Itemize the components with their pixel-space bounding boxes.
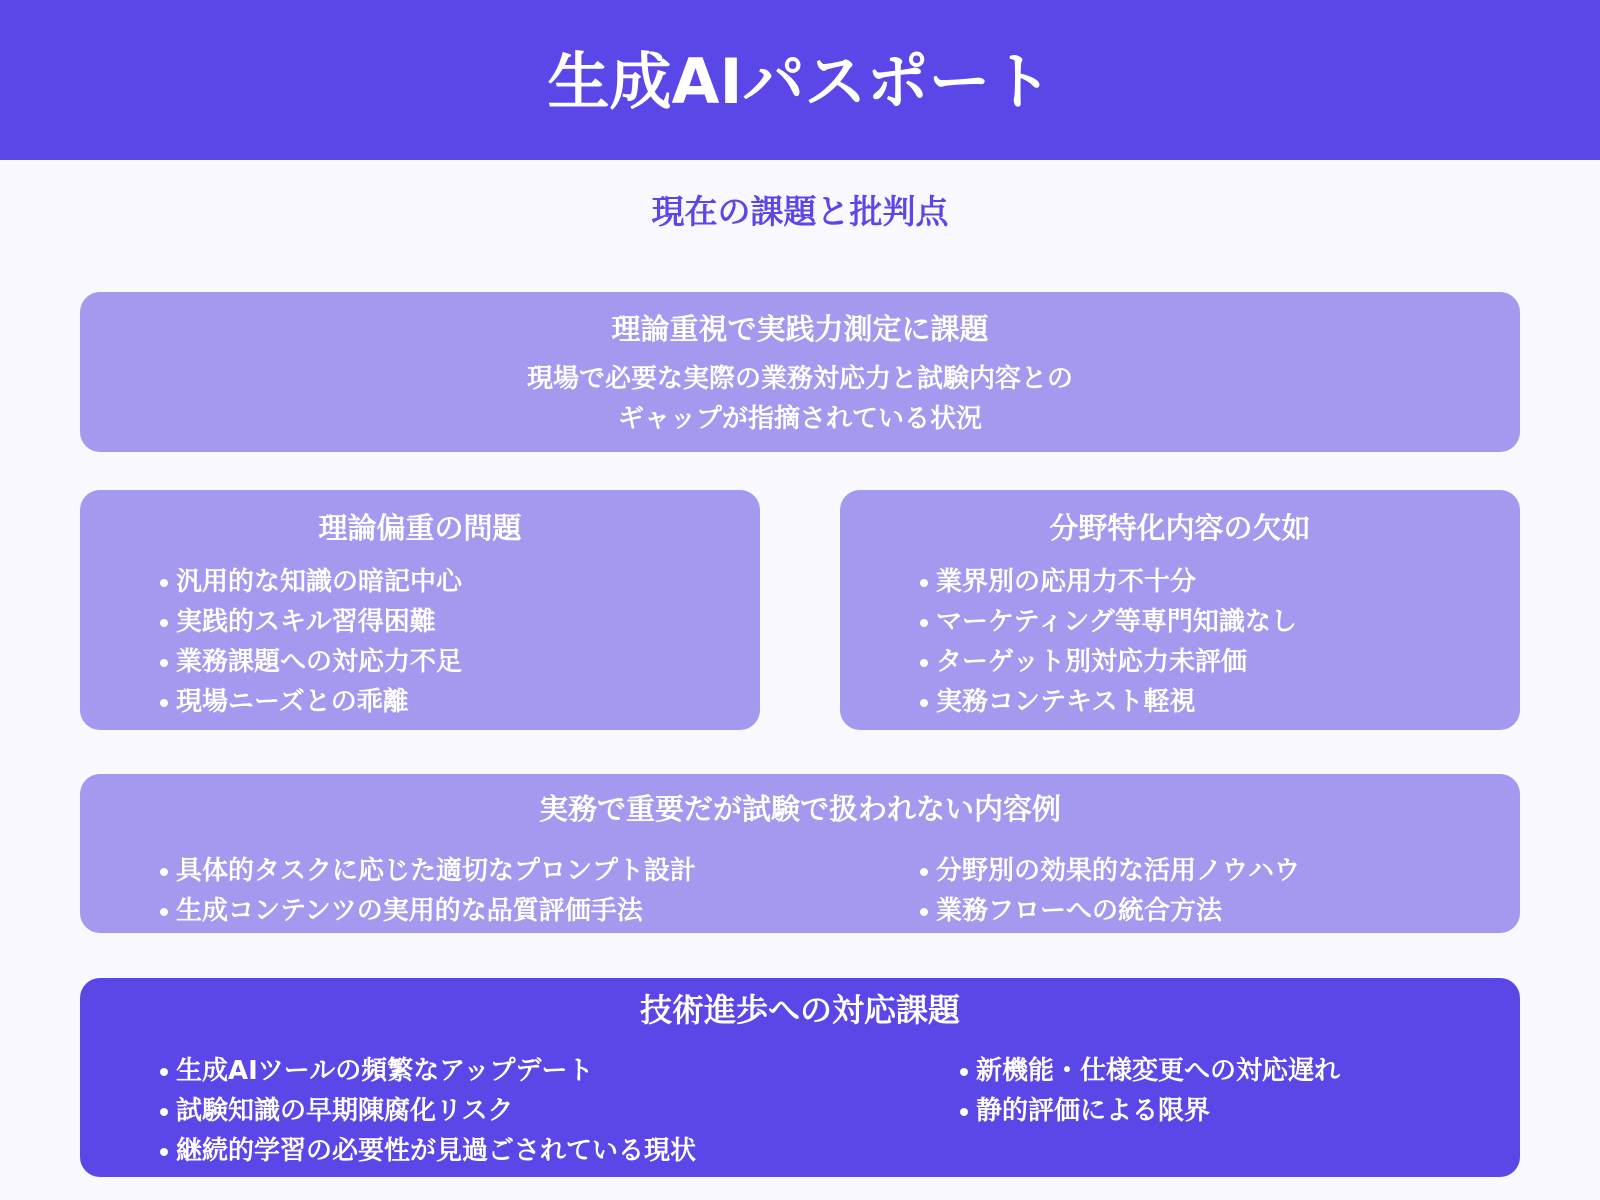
list-item: 現場ニーズとの乖離 [158, 682, 462, 722]
list-item: 継続的学習の必要性が見過ごされている現状 [158, 1131, 696, 1171]
page-title: 生成AIパスポート [547, 44, 1053, 118]
list-item: 業務課題への対応力不足 [158, 642, 462, 682]
list-item: 業務フローへの統合方法 [918, 891, 1300, 931]
practical-content-card [80, 774, 1520, 933]
list-item: 生成コンテンツの実用的な品質評価手法 [158, 891, 696, 931]
tech-progress-left-list [158, 1051, 696, 1171]
tech-progress-card-title: 技術進歩への対応課題 [639, 991, 960, 1029]
tech-progress-right-list [958, 1051, 1340, 1131]
section-subtitle: 現在の課題と批判点 [651, 192, 949, 231]
list-item: 試験知識の早期陳腐化リスク [158, 1091, 696, 1131]
list-item: 具体的タスクに応じた適切なプロンプト設計 [158, 851, 696, 891]
list-item: マーケティング等専門知識なし [918, 602, 1297, 642]
practical-card-title: 実務で重要だが試験で扱われない内容例 [538, 792, 1061, 826]
list-item: 業界別の応用力不十分 [918, 562, 1297, 602]
overview-card-title: 理論重視で実践力測定に課題 [611, 312, 989, 346]
header-banner [0, 0, 1600, 160]
list-item: 静的評価による限界 [958, 1091, 1340, 1131]
theory-bias-card-title: 理論偏重の問題 [318, 511, 522, 545]
domain-gap-card-title: 分野特化内容の欠如 [1049, 511, 1311, 545]
list-item: 実務コンテキスト軽視 [918, 682, 1297, 722]
tech-progress-card [80, 978, 1520, 1177]
practical-left-list [158, 851, 696, 931]
overview-card [80, 292, 1520, 452]
overview-desc-line: 現場で必要な実際の業務対応力と試験内容との [526, 364, 1073, 394]
theory-bias-card [80, 490, 760, 730]
practical-right-list [918, 851, 1300, 931]
list-item: 分野別の効果的な活用ノウハウ [918, 851, 1300, 891]
list-item: 汎用的な知識の暗記中心 [158, 562, 462, 602]
list-item: ターゲット別対応力未評価 [918, 642, 1297, 682]
domain-gap-list [918, 562, 1297, 722]
list-item: 実践的スキル習得困難 [158, 602, 462, 642]
list-item: 新機能・仕様変更への対応遅れ [958, 1051, 1340, 1091]
theory-bias-list [158, 562, 462, 722]
overview-desc-line: ギャップが指摘されている状況 [617, 404, 982, 434]
list-item: 生成AIツールの頻繁なアップデート [158, 1051, 696, 1091]
domain-gap-card [840, 490, 1520, 730]
